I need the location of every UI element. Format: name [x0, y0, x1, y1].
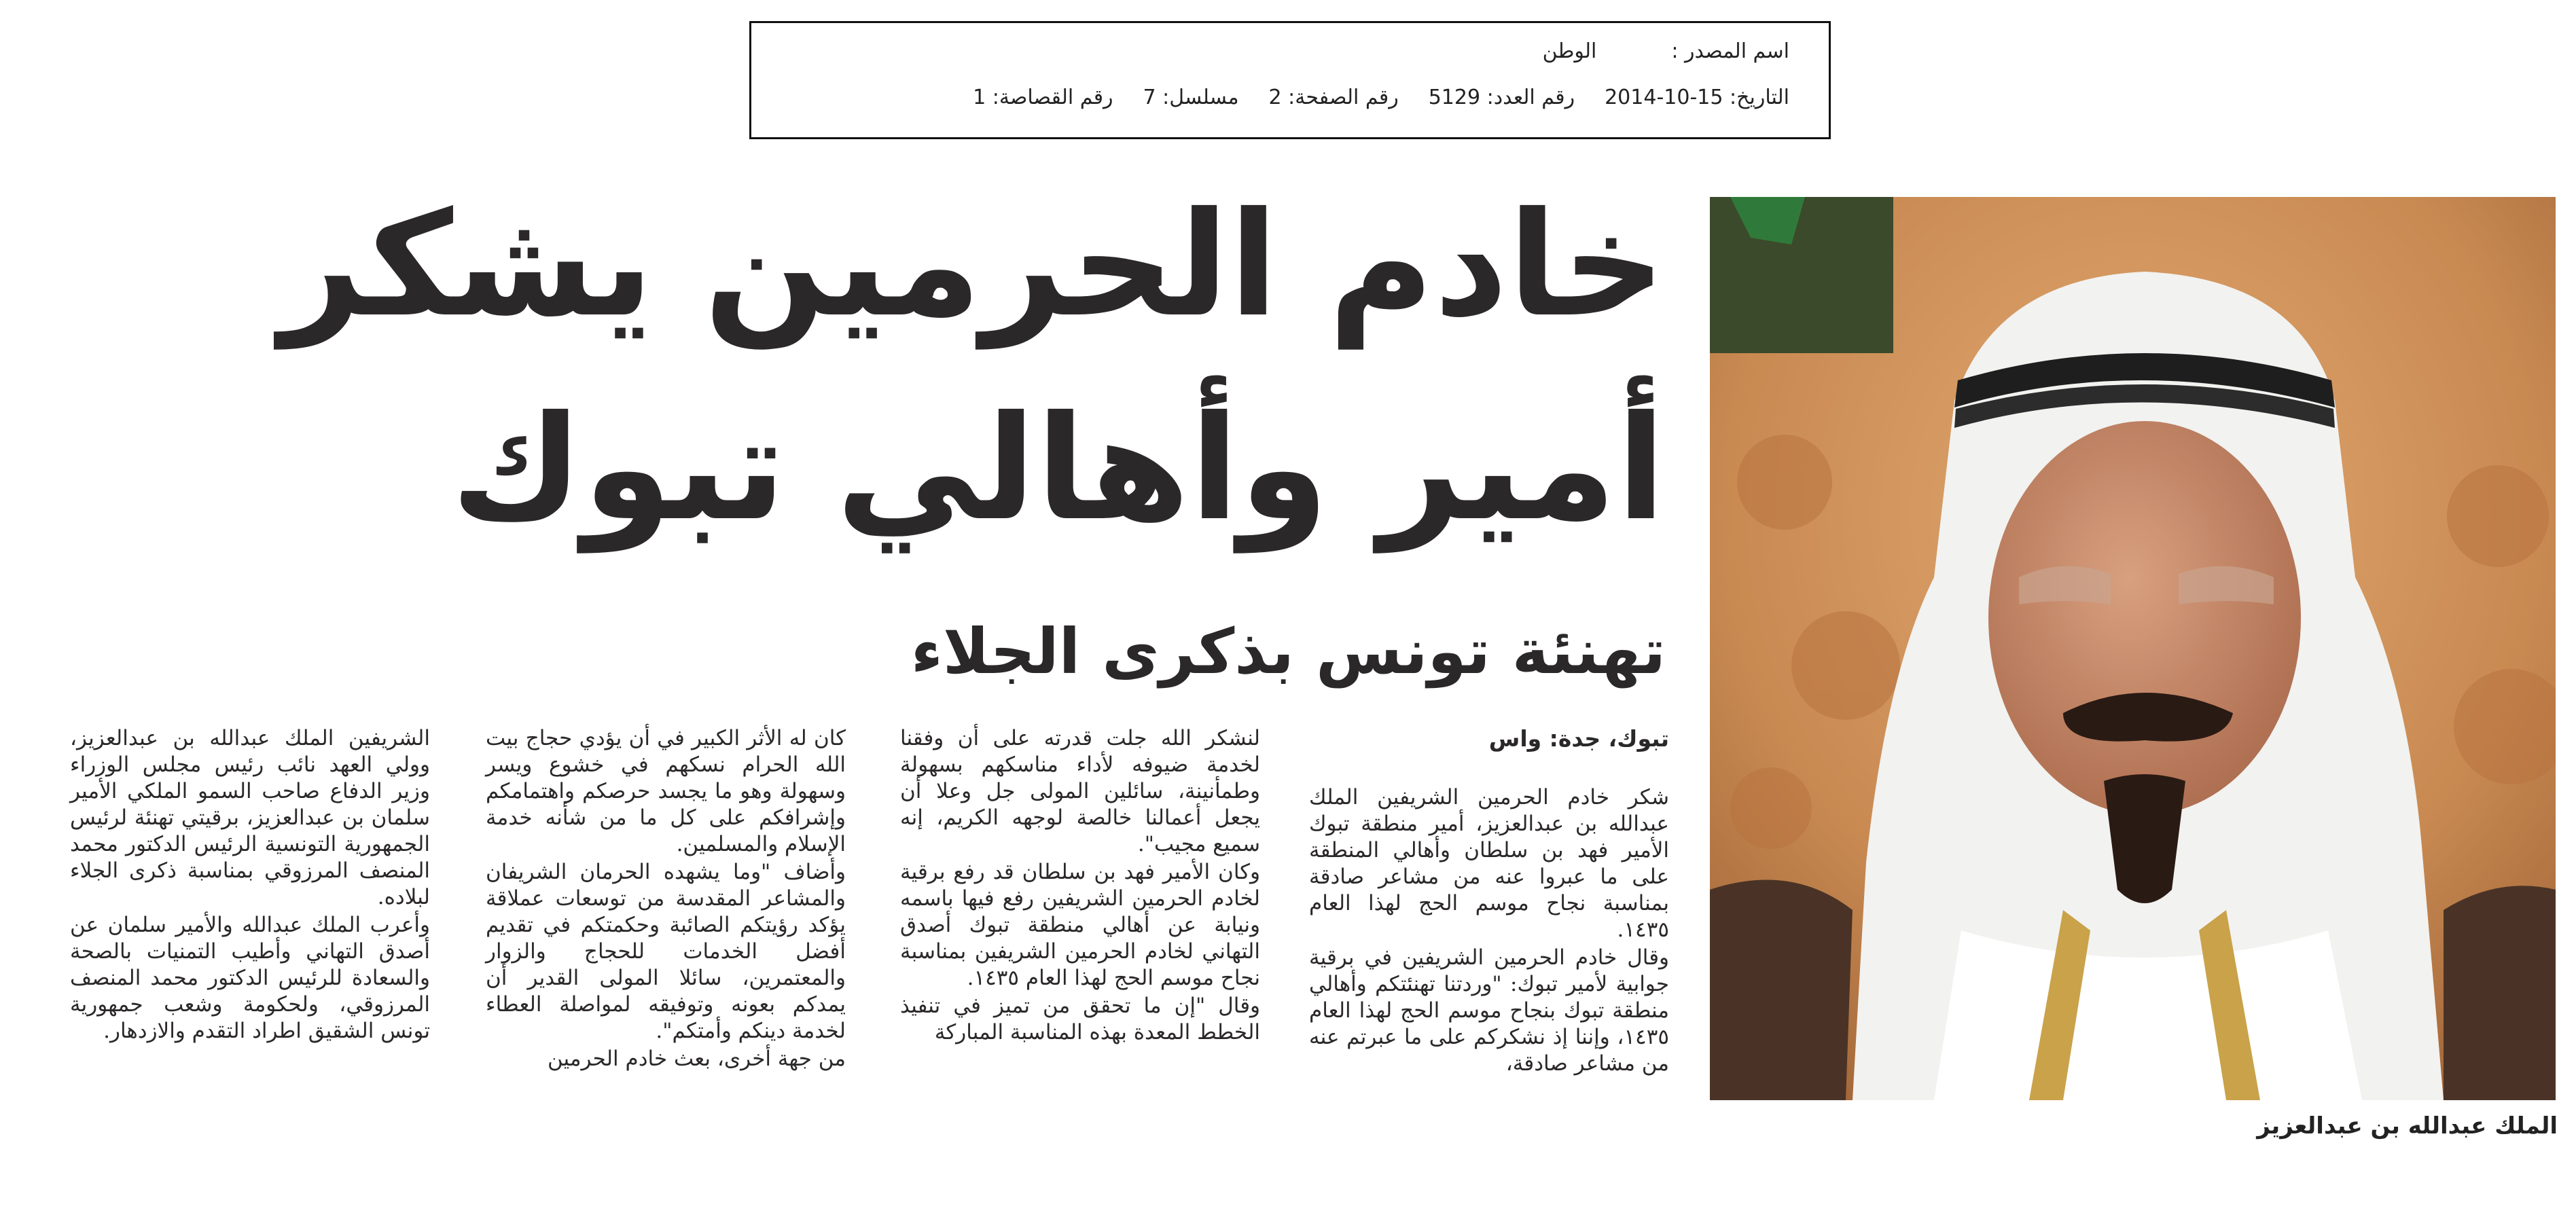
article-column-1 [1309, 725, 1669, 1077]
paragraph: وقال "إن ما تحقق من تميز في تنفيذ الخطط المعدة بهذه المناسبة المباركة [900, 994, 1260, 1045]
page-number: رقم الصفحة: 2 [1268, 86, 1399, 109]
issue-row [943, 86, 1789, 109]
paragraph: شكر خادم الحرمين الشريفين الملك عبدالله بن عبدالعزيز، أمير منطقة تبوك الأمير فهد بن سلطان وأهالي المنطقة على ما عبروا عنه من مشاعر صادقة بمناسبة نجاح موسم الحج لهذا العام ١٤٣٥. [1309, 785, 1669, 942]
paragraph: لنشكر الله جلت قدرته على أن وفقنا لخدمة ضيوفه لأداء مناسكهم بسهولة وطمأنينة، سائلين المولى جل وعلا أن يجعل أعمالنا خالصة لوجهه الكريم، إنه سميع مجيب". [900, 726, 1260, 856]
paragraph: وقال خادم الحرمين الشريفين في برقية جوابية لأمير تبوك: "وردتنا تهنئتكم وأهالي منطقة تبوك بنجاح موسم الحج لهذا العام ١٤٣٥، وإننا إذ نشكركم على ما عبرتم عنه من مشاعر صادقة، [1309, 945, 1669, 1076]
article-column-3 [486, 725, 846, 1072]
article-column-2 [900, 725, 1260, 1046]
clip-number: رقم القصاصة: 1 [973, 86, 1113, 109]
paragraph: وأعرب الملك عبدالله والأمير سلمان عن أصدق التهاني وأطيب التمنيات بالصحة والسعادة للرئيس الدكتور محمد المنصف المرزوقي، ولحكومة وشعب جمهورية تونس الشقيق اطراد التقدم والازدهار. [70, 913, 430, 1043]
issue-number: رقم العدد: 5129 [1428, 86, 1575, 109]
article-column-4 [70, 725, 430, 1045]
source-info-box [749, 21, 1831, 139]
source-label: اسم المصدر : [1671, 39, 1789, 63]
paragraph: الشريفين الملك عبدالله بن عبدالعزيز، وولي العهد نائب رئيس مجلس الوزراء وزير الدفاع صاحب السمو الملكي الأمير سلمان بن عبدالعزيز، برقيتي تهنئة لرئيس الجمهورية التونسية الرئيس الدكتور محمد المنصف المرزوقي بمناسبة ذكرى الجلاء لبلاده. [70, 726, 430, 909]
dateline: تبوك، جدة: واس [1488, 725, 1669, 752]
subheadline: تهنئة تونس بذكرى الجلاء [910, 615, 1666, 688]
source-value: الوطن [1542, 39, 1597, 63]
headline: خادم الحرمين يشكر أمير وأهالي تبوك [279, 181, 1666, 552]
photo-caption: الملك عبدالله بن عبدالعزيز [2257, 1112, 2558, 1140]
paragraph: من جهة أخرى، بعث خادم الحرمين [547, 1047, 846, 1071]
serial-number: مسلسل: 7 [1143, 86, 1239, 109]
paragraph: وأضاف "وما يشهده الحرمان الشريفان والمشاعر المقدسة من توسعات عملاقة يؤكد رؤيتكم الصائبة وحكمتكم في تقديم أفضل الخدمات للحجاج والزوار والمعتمرين، سائلا المولى القدير أن يمدكم بعونه وتوفيقه لمواصلة العطاء لخدمة دينكم وأمتكم". [486, 860, 846, 1043]
source-row [1513, 39, 1789, 63]
king-portrait-photo [1710, 197, 2556, 1100]
paragraph: كان له الأثر الكبير في أن يؤدي حجاج بيت الله الحرام نسكهم في خشوع ويسر وسهولة وهو ما يجسد حرصكم واهتمامكم وإشرافكم على كل ما من شأنه خدمة الإسلام والمسلمين. [486, 726, 846, 856]
paragraph: وكان الأمير فهد بن سلطان قد رفع برقية لخادم الحرمين الشريفين رفع فيها باسمه ونيابة عن أهالي منطقة تبوك أصدق التهاني لخادم الحرمين الشريفين بمناسبة نجاح موسم الحج لهذا العام ١٤٣٥. [900, 860, 1260, 990]
date-field: التاريخ: 15-10-2014 [1605, 86, 1789, 109]
portrait-illustration [1710, 197, 2556, 1100]
